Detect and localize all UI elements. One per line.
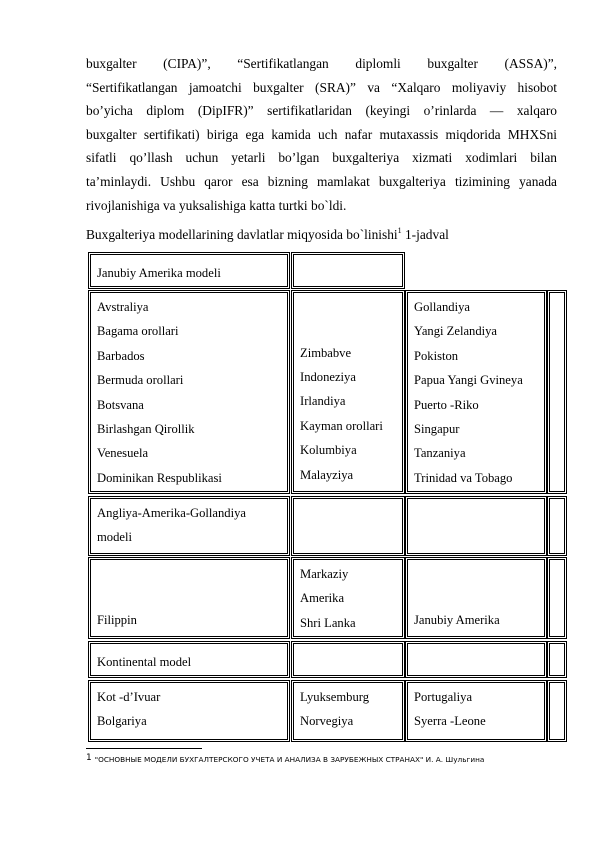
table-edge-column bbox=[547, 557, 567, 639]
paragraph-line: rivojlanishiga va yuksalishiga katta turtki bo`ldi. bbox=[86, 197, 347, 213]
paragraph-line: ta’minlaydi. Ushbu qaror esa bizning mamlakat buxgalteriya tizimining yanada bbox=[86, 173, 557, 189]
table-cell: Filippin bbox=[88, 557, 290, 639]
footnote-divider bbox=[86, 748, 202, 749]
table-edge-column bbox=[547, 641, 567, 678]
paragraph-line: bo’yicha diplom (DipIFR)” sertifikatlaridan (keyingi o’rinlarda — xalqaro bbox=[86, 103, 557, 119]
table-edge-column bbox=[547, 680, 567, 742]
body-paragraph bbox=[86, 52, 557, 217]
table-cell-empty bbox=[405, 641, 547, 678]
paragraph-line: “Sertifikatlangan jamoatchi buxgalter (SRA)” va “Xalqaro moliyaviy hisobot bbox=[86, 79, 557, 95]
table-cell: Avstraliya Bagama orollari Barbados Bermuda orollari Botsvana Birlashgan Qirollik Venesuela Dominikan Respublikasi bbox=[88, 290, 290, 494]
table-cell-empty bbox=[405, 496, 547, 556]
table-cell: Kot -d’Ivuar Bolgariya bbox=[88, 680, 290, 742]
table-edge-column bbox=[547, 290, 567, 494]
section-header-anglo-american-dutch: Angliya-Amerika-Gollandiya modeli bbox=[88, 496, 290, 556]
table-number: 1-jadval bbox=[401, 227, 449, 242]
footnote-number: 1 bbox=[86, 753, 92, 763]
section-header-continental: Kontinental model bbox=[88, 641, 290, 678]
table-edge-column bbox=[547, 496, 567, 556]
paragraph-line: buxgalter sertifikati) biriga ega kamida uch nafar mutaxassis miqdorida MHXSni bbox=[86, 126, 557, 142]
table-cell: Markaziy Amerika Shri Lanka bbox=[291, 557, 405, 639]
table-cell: Janubiy Amerika bbox=[405, 557, 547, 639]
table-cell: Lyuksemburg Norvegiya bbox=[291, 680, 405, 742]
footnote bbox=[86, 753, 484, 764]
table-cell-empty bbox=[291, 496, 405, 556]
table-cell: Gollandiya Yangi Zelandiya Pokiston Papua Yangi Gvineya Puerto -Riko Singapur Tanzaniya Trinidad va Tobago bbox=[405, 290, 547, 494]
table-cell-empty bbox=[291, 252, 405, 289]
paragraph-line: sifatli qo’llash uchun yetarli bo’lgan buxgalteriya xizmati xodimlari bilan bbox=[86, 150, 557, 166]
footnote-reference[interactable]: 1 bbox=[397, 226, 402, 235]
table-cell-empty bbox=[291, 641, 405, 678]
table-cell: Portugaliya Syerra -Leone bbox=[405, 680, 547, 742]
footnote-text: "ОСНОВНЫЕ МОДЕЛИ БУХГАЛТЕРСКОГО УЧЕТА И АНАЛИЗА В ЗАРУБЕЖНЫХ СТРАНАХ" И. А. Шульгина bbox=[94, 755, 485, 764]
section-header-south-america: Janubiy Amerika modeli bbox=[88, 252, 290, 289]
table-cell: Zimbabve Indoneziya Irlandiya Kayman orollari Kolumbiya Malayziya bbox=[291, 290, 405, 494]
paragraph-line: buxgalter (CIPA)”, “Sertifikatlangan diplomli buxgalter (ASSA)”, bbox=[86, 56, 557, 71]
caption-text: Buxgalteriya modellarining davlatlar miqyosida bo`linishi bbox=[86, 227, 398, 242]
table-caption bbox=[86, 226, 449, 243]
